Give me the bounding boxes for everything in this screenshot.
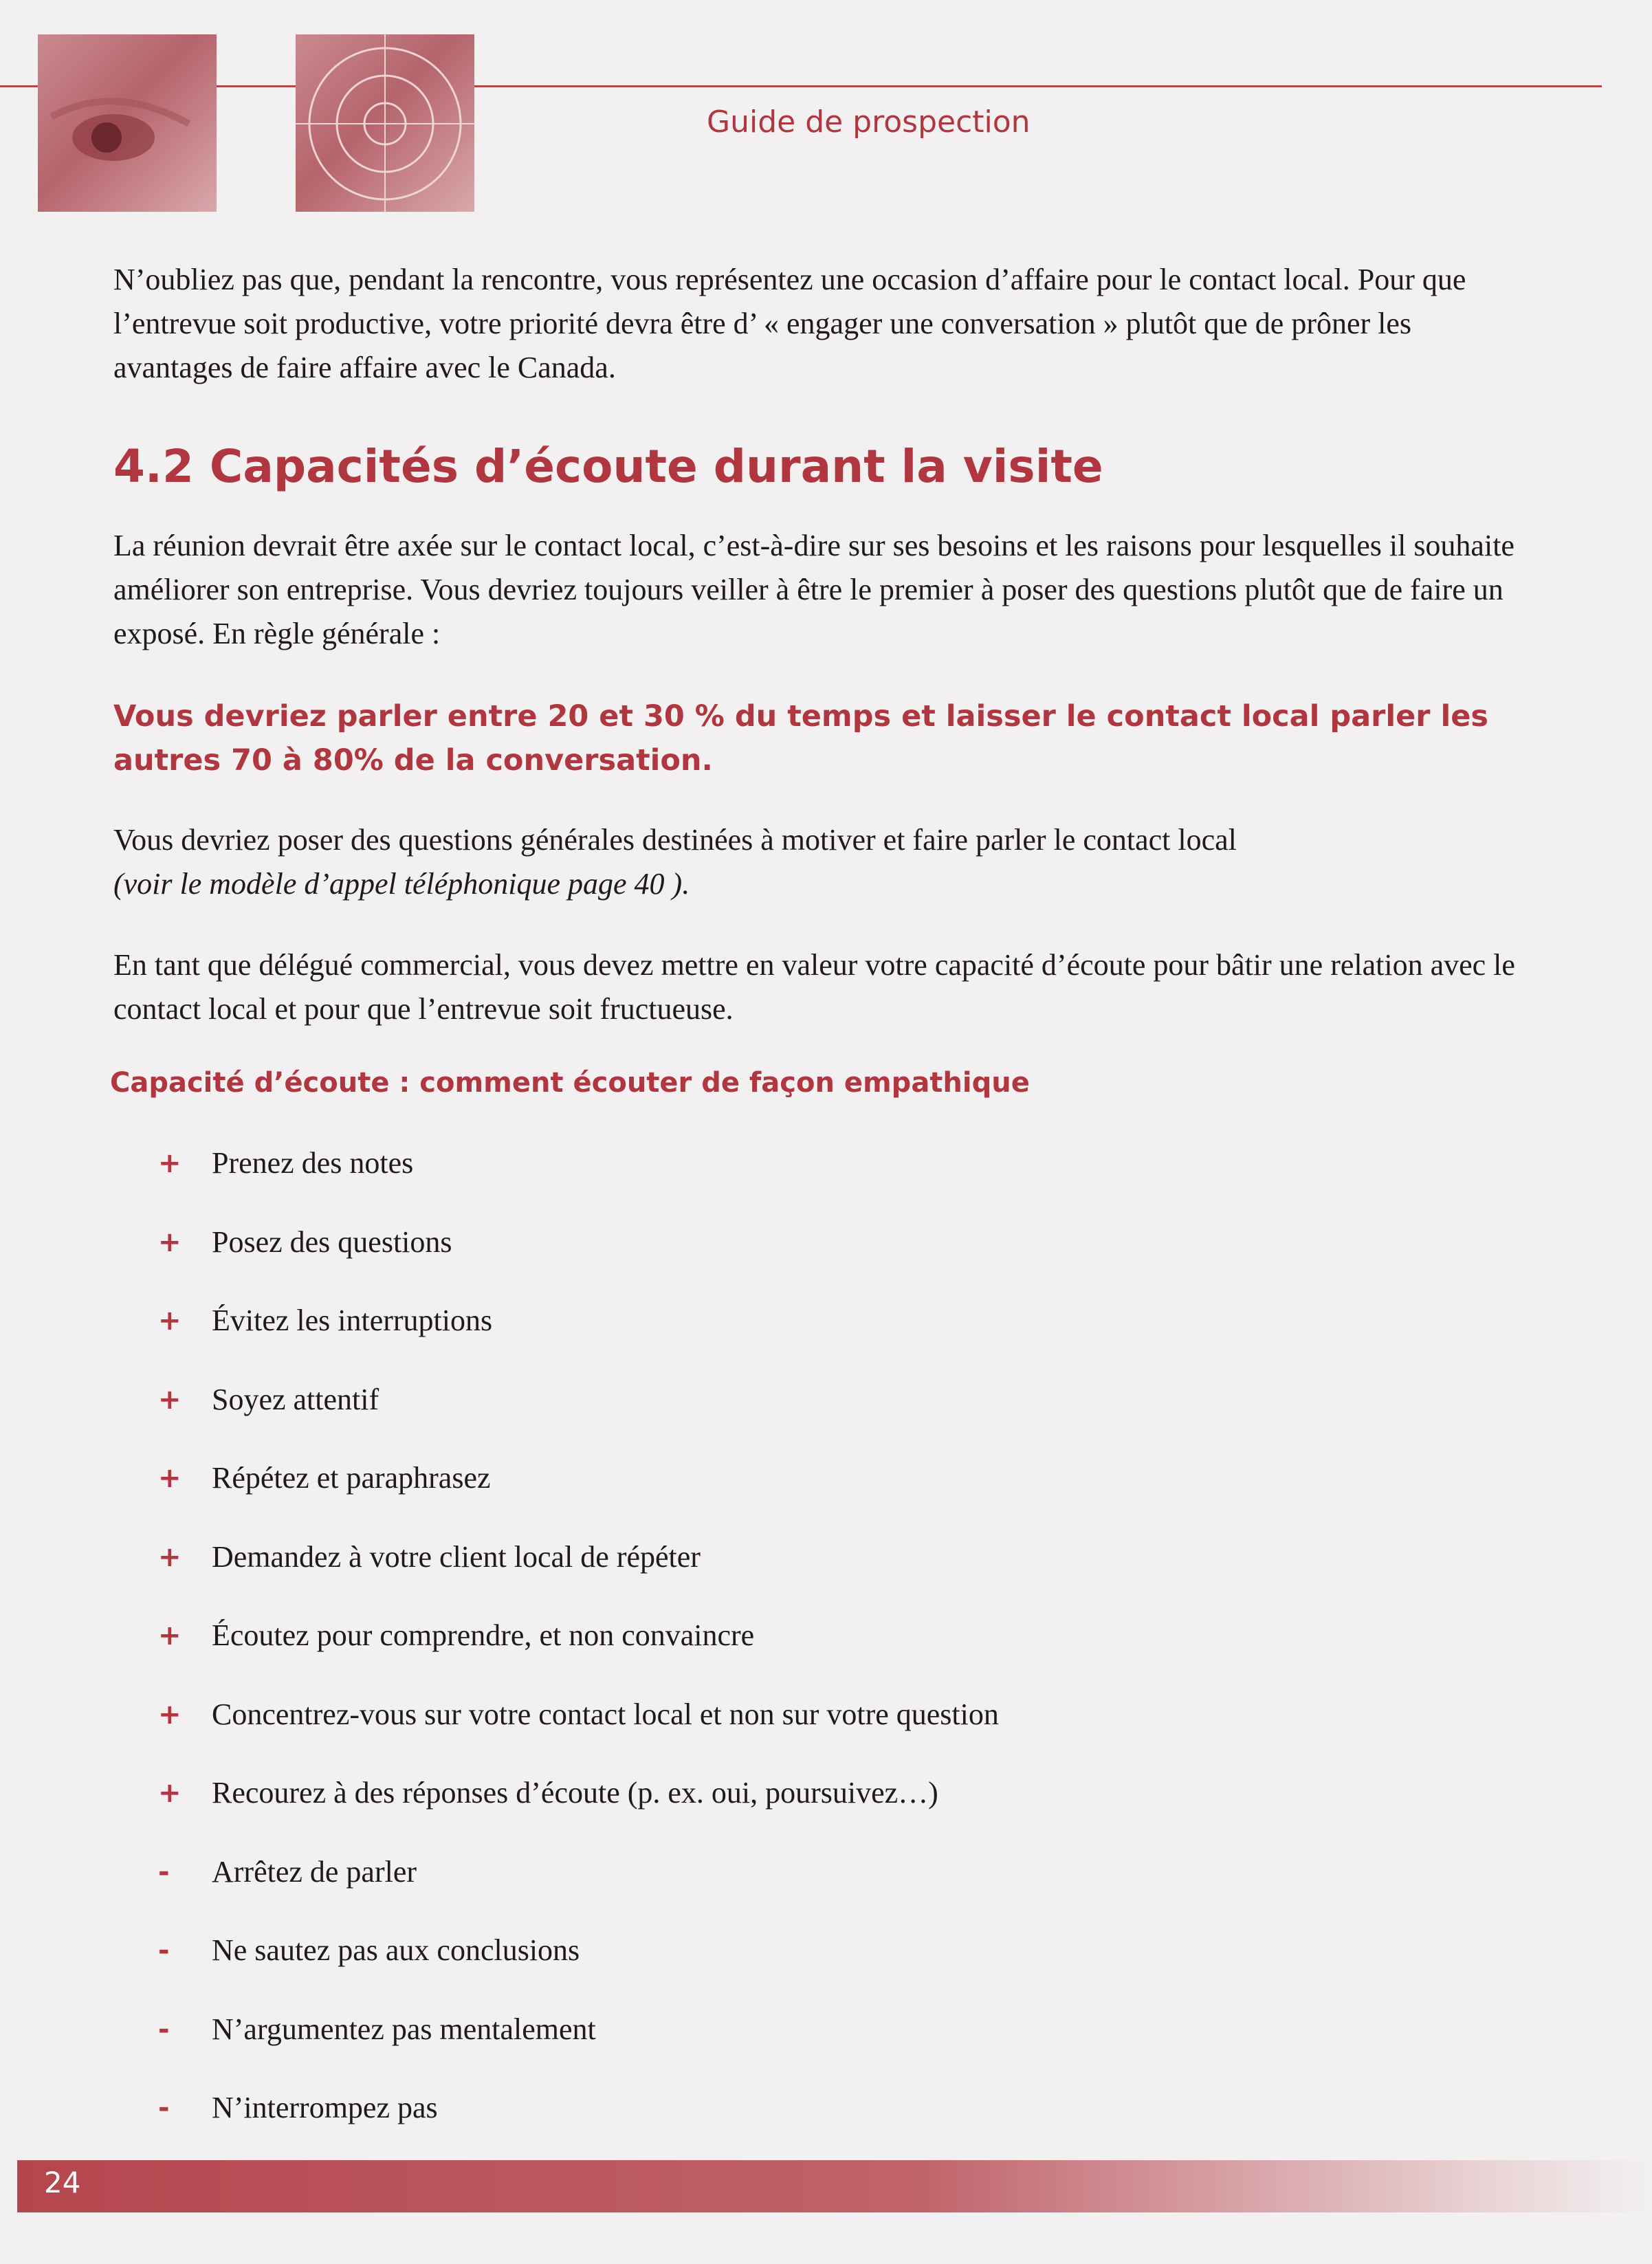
list-item-text: N’interrompez pas (212, 2091, 438, 2124)
bullet-symbol: + (158, 1147, 181, 1179)
list-item-text: Ne sautez pas aux conclusions (212, 1933, 580, 1967)
bullet-symbol: - (158, 1935, 170, 1966)
bullet-symbol: + (158, 1383, 181, 1416)
target-circle-icon (296, 34, 474, 212)
list-item-text: Évitez les interruptions (212, 1304, 493, 1337)
list-item (158, 1299, 999, 1378)
section-paragraph-2-reference: (voir le modèle d’appel téléphonique page 40 ). (113, 867, 690, 901)
list-item (158, 1928, 999, 2008)
list-item-text: Écoutez pour comprendre, et non convaincre (212, 1618, 755, 1652)
list-item-text: Demandez à votre client local de répéter (212, 1539, 701, 1574)
section-paragraph-2 (113, 818, 1523, 906)
section-paragraph-1: La réunion devrait être axée sur le contact local, c’est-à-dire sur ses besoins et les raisons pour lesquelles il souhaite améliorer son entreprise. Vous devriez toujours veiller à être le premier à poser des questions plutôt que de faire un exposé. En règle générale : (113, 529, 1515, 650)
list-item (158, 2008, 999, 2087)
bullet-symbol: + (158, 1541, 181, 1573)
bullet-symbol: + (158, 1462, 181, 1494)
list-item (158, 1220, 999, 1299)
list-heading: Capacité d’écoute : comment écouter de façon empathique (110, 1067, 1030, 1099)
list-item-text: Concentrez-vous sur votre contact local et non sur votre question (212, 1697, 999, 1731)
header-rule-right (474, 85, 1602, 87)
bullet-symbol: - (158, 2013, 170, 2045)
list-item (158, 1614, 999, 1693)
bullet-symbol: + (158, 1305, 181, 1337)
list-item (158, 1456, 999, 1535)
list-item-text: Prenez des notes (212, 1146, 414, 1180)
footer-bar (17, 2160, 1652, 2212)
list-item-text: Posez des questions (212, 1224, 452, 1259)
intro-paragraph: N’oubliez pas que, pendant la rencontre, vous représentez une occasion d’affaire pour le contact local. Pour que l’entrevue soit productive, votre priorité devra être d’ « engager une conversation » plutôt que de prôner les avantages de faire affaire avec le Canada. (113, 263, 1466, 384)
list-item (158, 2086, 999, 2165)
list-item-text: Recourez à des réponses d’écoute (p. ex. oui, poursuivez…) (212, 1776, 938, 1810)
section-heading: 4.2 Capacités d’écoute durant la visite (113, 440, 1103, 493)
list-item (158, 1693, 999, 1772)
bullet-symbol: + (158, 1620, 181, 1651)
bullet-symbol: - (158, 2092, 170, 2124)
eye-photo-icon (38, 34, 217, 212)
running-header-title: Guide de prospection (707, 105, 1031, 140)
list-item (158, 1850, 999, 1929)
list-item (158, 1535, 999, 1614)
list-item (158, 1378, 999, 1457)
list-item-text: Soyez attentif (212, 1382, 379, 1416)
list-item-text: Répétez et paraphrasez (212, 1461, 491, 1495)
page-number: 24 (44, 2166, 81, 2199)
bullet-symbol: - (158, 1856, 170, 1888)
section-paragraph-3: En tant que délégué commercial, vous devez mettre en valeur votre capacité d’écoute pour bâtir une relation avec le contact local et pour que l’entrevue soit fructueuse. (113, 948, 1515, 1026)
listening-tips-list (158, 1141, 999, 2165)
bullet-symbol: + (158, 1777, 181, 1809)
list-item (158, 1141, 999, 1220)
bullet-symbol: + (158, 1698, 181, 1730)
list-item-text: N’argumentez pas mentalement (212, 2012, 596, 2046)
section-paragraph-2-text: Vous devriez poser des questions générales destinées à motiver et faire parler le contact local (113, 823, 1237, 857)
header-rule-left (0, 85, 41, 87)
bullet-symbol: + (158, 1226, 181, 1258)
list-item-text: Arrêtez de parler (212, 1854, 417, 1889)
list-item (158, 1771, 999, 1850)
callout-text: Vous devriez parler entre 20 et 30 % du temps et laisser le contact local parler les autres 70 à 80% de la conversation. (113, 699, 1488, 778)
